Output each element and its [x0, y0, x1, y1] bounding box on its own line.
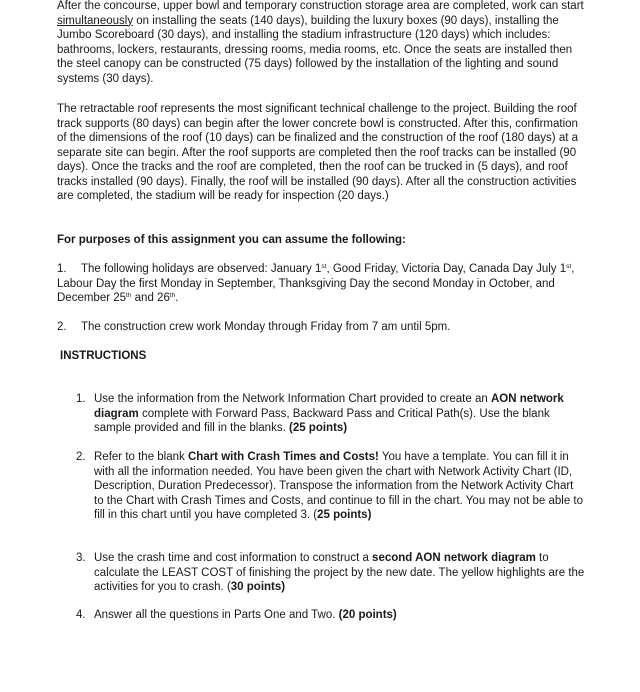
superscript: th — [126, 292, 132, 299]
item-text: . — [175, 292, 179, 304]
bold-text: second AON network diagram — [372, 552, 536, 564]
superscript: st — [321, 263, 327, 270]
item-number: 1. — [76, 393, 86, 405]
item-text: and 26 — [131, 292, 170, 304]
item-number: 2. — [76, 451, 86, 463]
bold-text: Chart with Crash Times and Costs! — [187, 451, 379, 463]
assumption-item-holidays — [57, 262, 587, 306]
bold-text: AON network diagram — [94, 393, 564, 420]
instruction-text — [94, 608, 586, 623]
item-number: 4. — [76, 609, 86, 621]
instruction-item-1 — [76, 392, 586, 436]
instruction-item-4 — [76, 608, 586, 623]
item-text: Answer all the questions in Parts One and Two. — [94, 609, 339, 621]
instruction-text — [94, 392, 586, 436]
item-text: Refer to the blank — [94, 451, 188, 463]
instruction-item-3 — [76, 551, 586, 595]
item-text: Use the information from the Network Information Chart provided to create an — [94, 393, 491, 405]
item-number: 2. — [57, 321, 67, 333]
paragraph-text: on installing the seats (140 days), building the luxury boxes (90 days), installing the Jumbo Scoreboard (30 days), and installing the stadium infrastructure (120 days) which includes: bathrooms, lockers, restaurants, dressing rooms, media rooms, etc. Once the seats are installed then the steel canopy can be constructed (75 days) followed by the installation of the lighting and sound systems (30 days). — [57, 14, 573, 85]
instruction-text — [94, 450, 586, 523]
superscript: st — [566, 263, 572, 270]
underlined-word: simultaneously — [57, 14, 134, 27]
instructions-heading: INSTRUCTIONS — [60, 350, 147, 362]
paragraph-construction-sequence — [57, 0, 585, 86]
item-number: 3. — [76, 552, 86, 564]
item-text: Use the crash time and cost information to construct a — [94, 552, 373, 564]
assumptions-heading: For purposes of this assignment you can assume the following: — [57, 234, 406, 246]
item-text: You have a template. You can fill it in with all the information needed. You have been given the chart with Network Activity Chart (ID, Description, Duration Predecessor). Transpose the information from the Network Activity Chart to the Chart with Crash Times and Costs, and continue to fill in the chart. You may not be able to fill in this chart until you have completed 3. ( — [94, 451, 584, 521]
item-text: , Labour Day the first Monday in September, Thanksgiving Day the second Monday in October, and December 25 — [57, 263, 575, 304]
instruction-item-2 — [76, 450, 586, 523]
points-label: (20 points) — [338, 609, 397, 621]
item-text: The following holidays are observed: January 1 — [81, 263, 322, 275]
item-text: The construction crew work Monday through Friday from 7 am until 5pm. — [81, 321, 451, 333]
paragraph-retractable-roof: The retractable roof represents the most significant technical challenge to the project. Building the roof track supports (80 days) can begin after the lower concrete bowl is constructed. After this, confirmation of the dimensions of the roof (10 days) can be finalized and the construction of the roof (180 days) at a separate site can begin. After the roof supports are completed then the roof tracks can be installed (90 days). Once the tracks and the roof are completed, then the roof can be trucked in (5 days), and roof tracks installed (90 days). Finally, the roof will be installed (90 days). After all the construction activities are completed, the stadium will be ready for inspection (20 days.) — [57, 103, 579, 202]
paragraph-text: After the concourse, upper bowl and temporary construction storage area are completed, work can start — [57, 0, 584, 12]
item-text: , Good Friday, Victoria Day, Canada Day July 1 — [326, 263, 567, 275]
superscript: th — [169, 292, 176, 299]
item-text: complete with Forward Pass, Backward Pass and Critical Path(s). Use the blank sample provided and fill in the blanks. — [94, 407, 550, 434]
assumption-item-work-hours — [57, 320, 587, 335]
instruction-text — [94, 551, 586, 595]
item-number: 1. — [57, 263, 67, 275]
points-label: 25 points) — [317, 509, 372, 521]
points-label: (25 points) — [288, 422, 348, 434]
item-text: to calculate the LEAST COST of finishing the project by the new date. The yellow highlights are the activities for you to crash. ( — [94, 552, 585, 593]
points-label: 30 points) — [230, 581, 286, 593]
